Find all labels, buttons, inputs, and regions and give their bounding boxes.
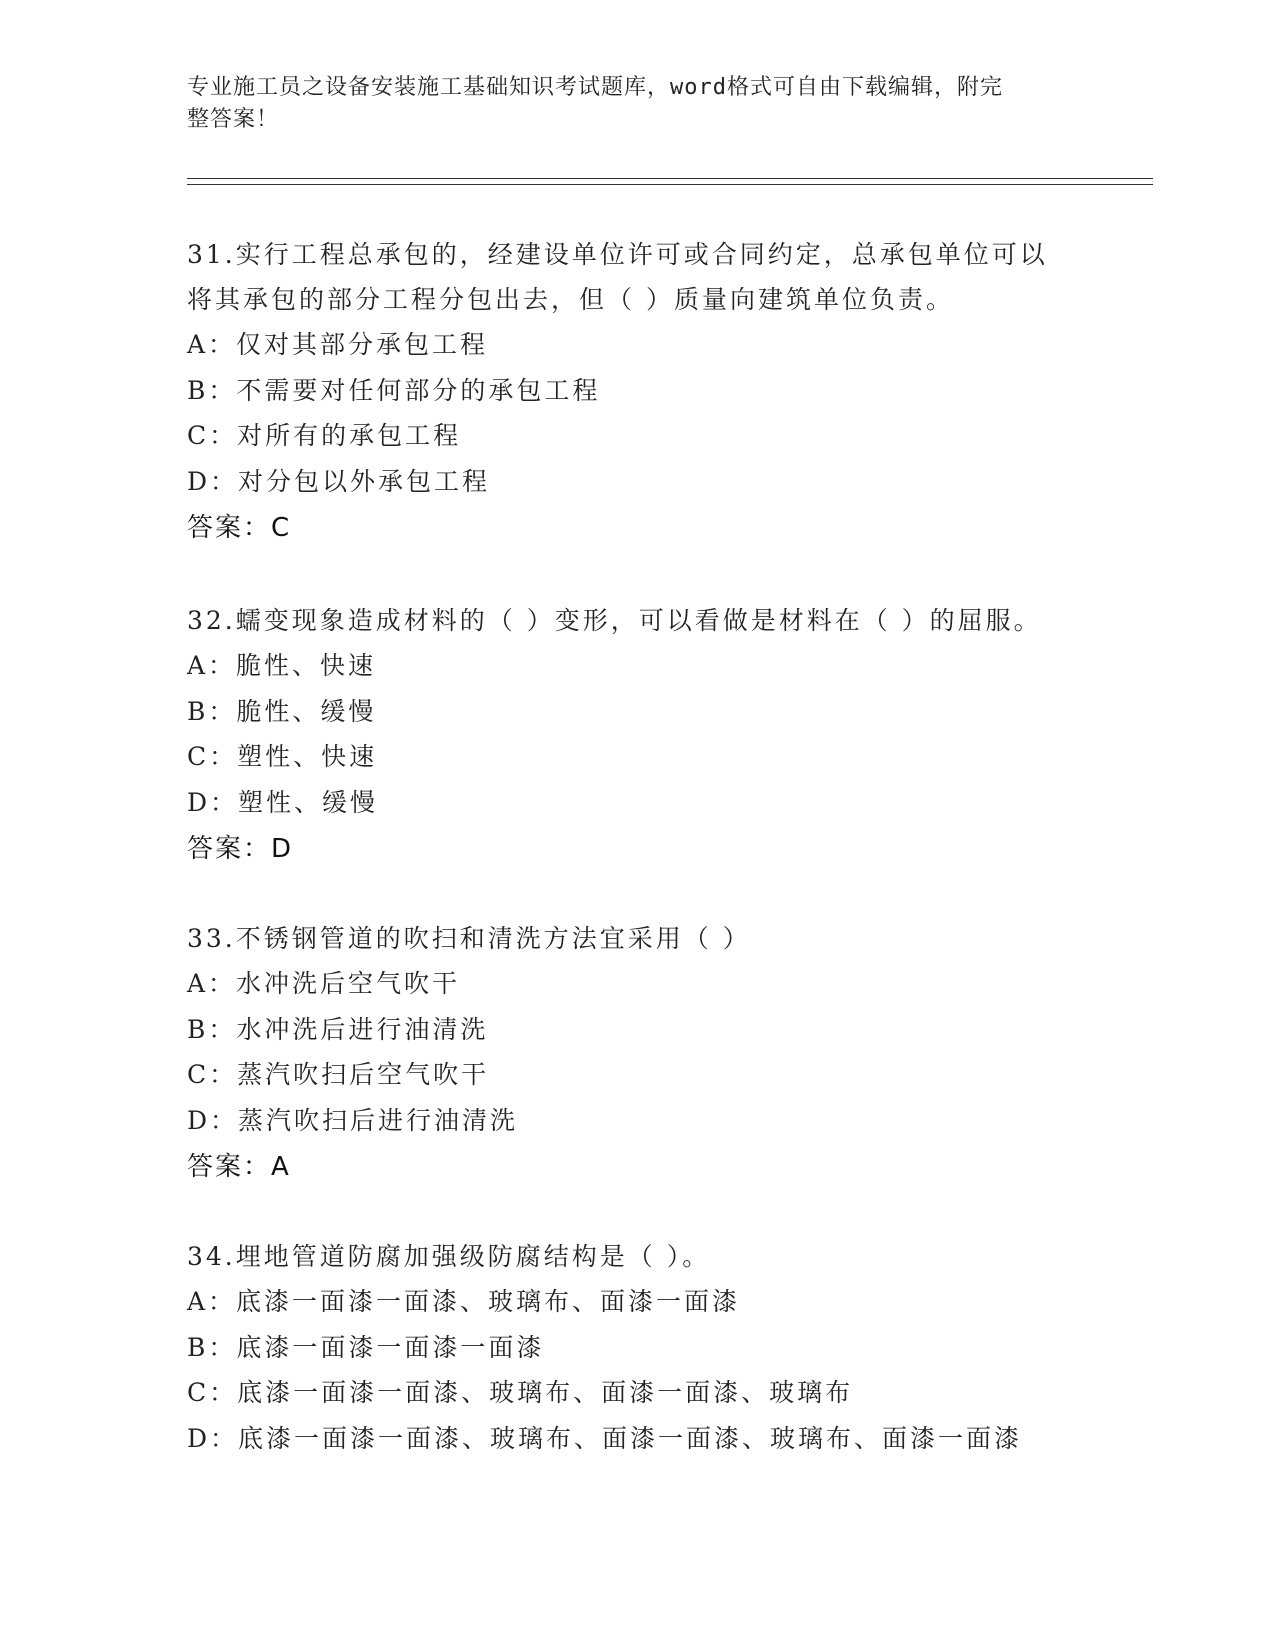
answer: 答案：A (187, 1152, 291, 1182)
answer: 答案：D (187, 834, 294, 864)
header-line-1: 专业施工员之设备安装施工基础知识考试题库，word格式可自由下载编辑，附完 (187, 75, 1003, 100)
option-c: C：塑性、快速 (187, 742, 378, 771)
option-c: C：蒸汽吹扫后空气吹干 (187, 1060, 490, 1089)
option-b: B：水冲洗后进行油清洗 (187, 1014, 489, 1044)
question-31 (187, 232, 1087, 552)
option-b: B：不需要对任何部分的承包工程 (187, 375, 601, 405)
option-a: A：脆性、快速 (187, 651, 377, 680)
option-a: A：底漆一面漆一面漆、玻璃布、面漆一面漆 (187, 1287, 741, 1316)
question-stem: 34.埋地管道防腐加强级防腐结构是（ ）。 (187, 1242, 711, 1271)
question-33 (187, 916, 1087, 1191)
option-c: C：对所有的承包工程 (187, 421, 462, 450)
header-line-2: 整答案！ (187, 107, 280, 132)
option-c: C：底漆一面漆一面漆、玻璃布、面漆一面漆、玻璃布 (187, 1378, 854, 1407)
option-d: D：塑性、缓慢 (187, 787, 379, 817)
question-32 (187, 598, 1087, 873)
document-header (187, 72, 1067, 136)
answer: 答案：C (187, 513, 292, 543)
question-stem: 32.蠕变现象造成材料的（ ）变形，可以看做是材料在（ ）的屈服。 (187, 606, 1042, 635)
option-a: A：水冲洗后空气吹干 (187, 969, 461, 998)
question-stem-continued: 将其承包的部分工程分包出去，但（ ）质量向建筑单位负责。 (187, 285, 954, 314)
question-stem: 31.实行工程总承包的，经建设单位许可或合同约定，总承包单位可以 (187, 240, 1048, 269)
option-a: A：仅对其部分承包工程 (187, 330, 489, 359)
header-divider-bottom (187, 184, 1153, 185)
option-d: D：蒸汽吹扫后进行油清洗 (187, 1105, 519, 1135)
option-b: B：脆性、缓慢 (187, 696, 377, 726)
option-d: D：底漆一面漆一面漆、玻璃布、面漆一面漆、玻璃布、面漆一面漆 (187, 1423, 1023, 1453)
header-divider-top (187, 178, 1153, 179)
option-b: B：底漆一面漆一面漆一面漆 (187, 1332, 545, 1362)
question-34 (187, 1234, 1087, 1461)
question-stem: 33.不锈钢管道的吹扫和清洗方法宜采用（ ） (187, 924, 751, 953)
option-d: D：对分包以外承包工程 (187, 466, 491, 496)
